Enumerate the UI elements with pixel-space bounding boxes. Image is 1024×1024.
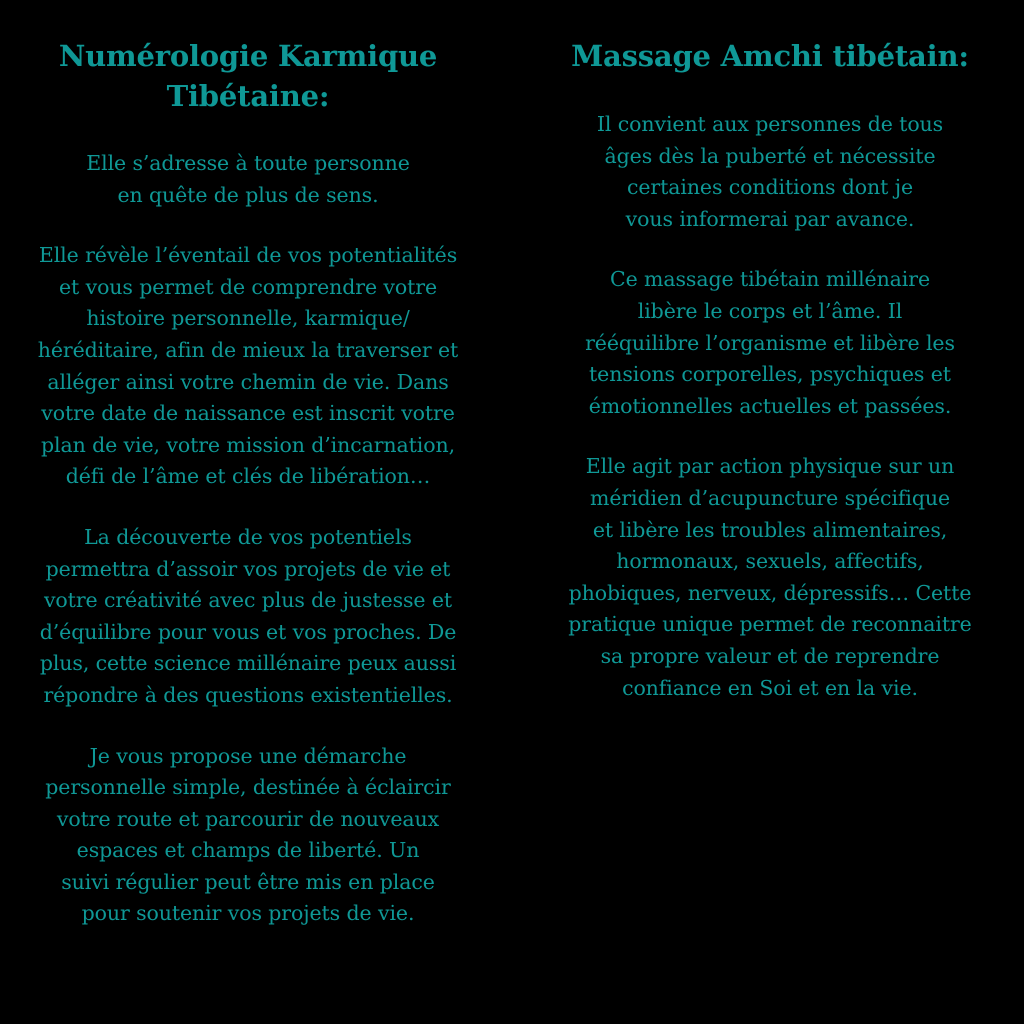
massage-paragraph-3 bbox=[548, 451, 992, 704]
text-line: libère le corps et l’âme. Il bbox=[637, 298, 903, 323]
text-line: Elle agit par action physique sur un bbox=[585, 454, 955, 479]
text-line: confiance en Soi et en la vie. bbox=[622, 675, 918, 700]
numerologie-paragraph-3 bbox=[20, 522, 476, 712]
text-line: pratique unique permet de reconnaitre bbox=[568, 612, 972, 637]
text-line: plus, cette science millénaire peux aussi bbox=[39, 651, 457, 676]
text-line: d’équilibre pour vous et vos proches. De bbox=[39, 619, 457, 644]
massage-paragraph-2 bbox=[548, 264, 992, 422]
text-line: plan de vie, votre mission d’incarnation, bbox=[40, 432, 456, 457]
text-line: héréditaire, afin de mieux la traverser et bbox=[37, 337, 459, 362]
text-line: certaines conditions dont je bbox=[627, 175, 913, 200]
title-line: Massage Amchi tibétain: bbox=[571, 39, 969, 73]
text-line: répondre à des questions existentielles. bbox=[43, 682, 453, 707]
numerologie-paragraph-4 bbox=[20, 741, 476, 931]
numerologie-paragraph-1 bbox=[20, 148, 476, 211]
text-line: vous informerai par avance. bbox=[625, 206, 915, 231]
text-line: votre route et parcourir de nouveaux bbox=[56, 806, 440, 831]
text-line: Je vous propose une démarche bbox=[89, 743, 407, 768]
text-line: sa propre valeur et de reprendre bbox=[600, 643, 940, 668]
text-line: Elle révèle l’éventail de vos potentialités bbox=[38, 243, 458, 268]
massage-paragraph-1 bbox=[548, 109, 992, 235]
text-line: espaces et champs de liberté. Un bbox=[76, 838, 420, 863]
right-column bbox=[548, 0, 992, 704]
text-line: suivi régulier peut être mis en place bbox=[61, 869, 435, 894]
text-line: Ce massage tibétain millénaire bbox=[610, 267, 930, 292]
text-line: et vous permet de comprendre votre bbox=[59, 274, 437, 299]
text-line: personnelle simple, destinée à éclaircir bbox=[45, 775, 451, 800]
title-line: Tibétaine: bbox=[166, 79, 330, 113]
text-line: Il convient aux personnes de tous bbox=[596, 112, 944, 136]
text-line: émotionnelles actuelles et passées. bbox=[588, 393, 952, 418]
text-line: Elle s’adresse à toute personne bbox=[86, 151, 410, 175]
text-line: hormonaux, sexuels, affectifs, bbox=[616, 549, 924, 574]
text-line: alléger ainsi votre chemin de vie. Dans bbox=[47, 369, 449, 394]
text-line: tensions corporelles, psychiques et bbox=[589, 362, 951, 387]
text-line: La découverte de vos potentiels bbox=[84, 524, 412, 549]
text-line: en quête de plus de sens. bbox=[117, 182, 379, 207]
massage-title bbox=[548, 36, 992, 76]
text-line: et libère les troubles alimentaires, bbox=[592, 517, 948, 542]
text-line: défi de l’âme et clés de libération… bbox=[65, 464, 431, 489]
text-line: pour soutenir vos projets de vie. bbox=[81, 901, 415, 926]
numerologie-paragraph-2 bbox=[20, 240, 476, 493]
numerologie-title bbox=[20, 36, 476, 116]
text-line: histoire personnelle, karmique/ bbox=[86, 306, 410, 331]
text-line: permettra d’assoir vos projets de vie et bbox=[45, 556, 451, 581]
title-line: Numérologie Karmique bbox=[58, 39, 438, 73]
text-line: votre date de naissance est inscrit votre bbox=[41, 401, 455, 426]
text-line: rééquilibre l’organisme et libère les bbox=[585, 330, 955, 355]
text-line: votre créativité avec plus de justesse et bbox=[43, 588, 453, 613]
left-column bbox=[20, 0, 476, 930]
text-line: phobiques, nerveux, dépressifs… Cette bbox=[568, 580, 972, 605]
text-line: méridien d’acupuncture spécifique bbox=[589, 485, 950, 510]
text-line: âges dès la puberté et nécessite bbox=[604, 143, 936, 168]
